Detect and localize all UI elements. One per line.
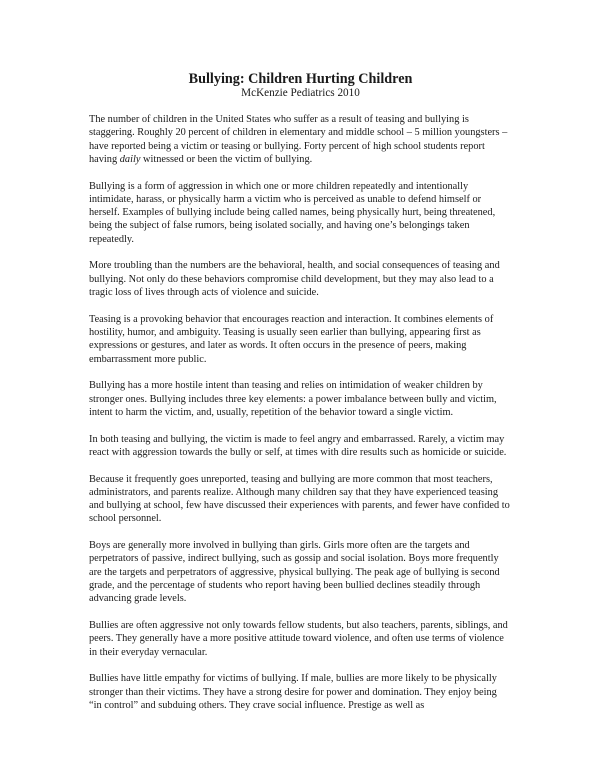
emphasis-daily: daily [119,153,141,165]
paragraph-teasing-definition: Teasing is a provoking behavior that encourages reaction and interaction. It combines elements of hostility, humor, and ambiguity. Teasing is usually seen earlier than bullying, appearing first as expressions or gestures, and later as words. It often occurs in the presence of peers, making embarrassment more public. [89,313,494,365]
document-subtitle: McKenzie Pediatrics 2010 [241,87,360,99]
paragraph-text: The number of children in the United States who suffer as a result of teasing and bullying is staggering. Roughly 20 percent of children in elementary and middle school – 5 million youngsters – have reported being a victim or teasing or bullying. Forty percent of high school students report having [89,114,508,165]
paragraph-victim-reaction: In both teasing and bullying, the victim is made to feel angry and embarrassed. Rarely, a victim may react with aggression towards the bully or self, at times with dire results such as homicide or suicide. [89,433,507,458]
paragraph-consequences: More troubling than the numbers are the behavioral, health, and social consequences of teasing and bullying. Not only do these behaviors compromise child development, but they may also lead to a tragic loss of lives through acts of violence and suicide. [89,260,500,299]
paragraph-bullying-hostility: Bullying has a more hostile intent than teasing and relies on intimidation of weaker children by stronger ones. Bullying includes three key elements: a power imbalance between bully and victim, intent to harm the victim, and, usually, repetition of the behavior toward a single victim. [89,380,497,418]
document-title: Bullying: Children Hurting Children [188,71,413,87]
paragraph-statistics [89,113,512,166]
paragraph-unreported: Because it frequently goes unreported, teasing and bullying are more common that most teachers, administrators, and parents realize. Although many children say that they have experienced teasing and bullying at school, few have discussed their experiences with parents, and fewer have confided to school personnel. [89,473,510,525]
paragraph-bully-empathy: Bullies have little empathy for victims of bullying. If male, bullies are more likely to be physically stronger than their victims. They have a strong desire for power and domination. They enjoy being “in control” and subduing others. They crave social influence. Prestige as well as [89,673,497,711]
paragraph-boys-girls: Boys are generally more involved in bullying than girls. Girls more often are the targets and perpetrators of passive, indirect bullying, such as gossip and social isolation. Boys more frequently are the targets and perpetrators of aggressive, physical bullying. The peak age of bullying is second grade, and the percentage of students who report having been bullied declines steadily through advancing grade levels. [89,540,500,605]
paragraph-bully-aggression: Bullies are often aggressive not only towards fellow students, but also teachers, parents, siblings, and peers. They generally have a more positive attitude toward violence, and often use terms of violence in their everyday vernacular. [89,620,508,658]
paragraph-bullying-definition: Bullying is a form of aggression in which one or more children repeatedly and intentionally intimidate, harass, or physically harm a victim who is perceived as unable to defend himself or herself. Examples of bullying include being called names, being physically hurt, being threatened, being the subject of false rumors, being isolated socially, and having one’s belongings taken repeatedly. [89,180,496,245]
paragraph-text: witnessed or been the victim of bullying. [140,153,313,165]
